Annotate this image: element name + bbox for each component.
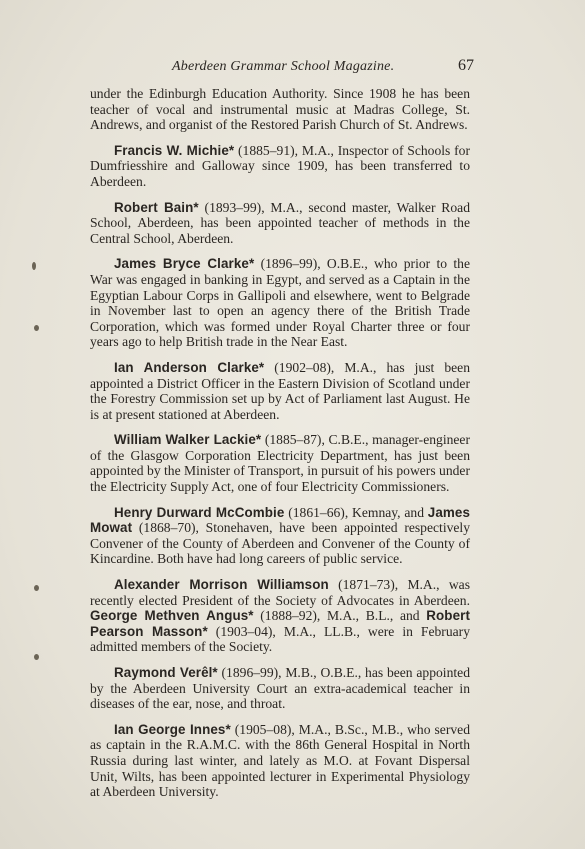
- person-name: William Walker Lackie*: [114, 432, 262, 448]
- paragraph-text: (1885–91), M.A., Inspector of Schools for Dumfriesshire and Galloway since 1909, has been transferred to Aberdeen.: [90, 142, 470, 189]
- paragraph-text: (1896–99), M.B., O.B.E., has been appointed by the Aberdeen University Court an extra-academical teacher in diseases of the ear, nose, and throat.: [90, 665, 470, 712]
- person-name: Robert Bain*: [114, 199, 199, 215]
- paragraph-mccombie-mowat: [90, 505, 470, 567]
- paragraph-text: (1888–92), M.A., B.L., and: [253, 608, 427, 624]
- person-name: George Methven Angus*: [90, 608, 254, 624]
- paragraph-bain: [90, 200, 470, 247]
- person-name: Alexander Morrison Williamson: [114, 577, 329, 593]
- person-name: Raymond Verêl*: [114, 665, 218, 680]
- paragraph-williamson: [90, 577, 470, 655]
- person-name: Ian George Innes*: [114, 721, 231, 737]
- person-name: Henry Durward McCombie: [114, 504, 285, 520]
- person-name: Ian Anderson Clarke*: [114, 359, 265, 375]
- paragraph-innes: [90, 722, 470, 800]
- person-name: James Bryce Clarke*: [114, 256, 255, 272]
- paragraph-text: (1896–99), O.B.E., who prior to the War was engaged in banking in Egypt, and served as a Captain in the Egyptian Labour Corps in Gallipoli and elsewhere, went to Belgrade in November last to open an agency there of the British Trade Corporation, which was formed under Royal Charter three or four years ago to help British trade in the Near East.: [90, 256, 471, 350]
- margin-mark: [34, 325, 39, 331]
- paragraph-text: (1885–87), C.B.E., manager-engineer of the Glasgow Corporation Electricity Department, has just been appointed by the Minister of Transport, in pursuit of his powers under the Electricity Supply Act, one of four Electricity Commissioners.: [90, 432, 470, 495]
- paragraph-continuation: [90, 86, 470, 133]
- paragraph-james-clarke: [90, 256, 470, 350]
- running-head: [90, 57, 474, 79]
- paragraph-verel: [90, 665, 470, 712]
- paragraph-ian-clarke: [90, 360, 470, 422]
- margin-mark: [34, 654, 39, 660]
- person-name: Francis W. Michie*: [114, 142, 235, 158]
- paragraph-lackie: [90, 432, 470, 494]
- article-body: [90, 86, 470, 810]
- person-name: James Mowat: [90, 504, 470, 536]
- paragraph-text: (1871–73), M.A., was recently elected President of the Society of Advocates in Aberdeen.: [90, 577, 471, 608]
- paragraph-text: (1893–99), M.A., second master, Walker Road School, Aberdeen, has been appointed teacher of methods in the Central School, Aberdeen.: [90, 199, 471, 246]
- margin-mark: [32, 262, 36, 270]
- paragraph-text: (1902–08), M.A., has just been appointed a District Officer in the Eastern Division of Scotland under the Forestry Commission set up by Act of Parliament last August. He is at present stationed at Aberdeen.: [90, 359, 470, 422]
- paragraph-text: (1903–04), M.A., LL.B., were in February admitted members of the Society.: [90, 623, 470, 655]
- paragraph-text: (1905–08), M.A., B.Sc., M.B., who served as captain in the R.A.M.C. with the 86th General Hospital in North Russia during last winter, and lately as M.O. at Fovant Dispersal Unit, Wilts, has been appointed lecturer in Experimental Physiology at Aberdeen University.: [90, 721, 470, 800]
- margin-mark: [34, 585, 39, 591]
- page-number: 67: [458, 57, 474, 74]
- person-name: Robert Pearson Masson*: [90, 608, 470, 639]
- paragraph-michie: [90, 143, 470, 190]
- paragraph-text: under the Edinburgh Education Authority. Since 1908 he has been teacher of vocal and instrumental music at Madras College, St. Andrews, and organist of the Restored Parish Church of St. Andrews.: [90, 86, 470, 133]
- paragraph-text: (1861–66), Kemnay, and: [284, 504, 428, 520]
- paragraph-text: (1868–70), Stonehaven, have been appointed respectively Convener of the County of Aberdeen and Convener of the County of Kincardine. Both have had long careers of public service.: [90, 520, 470, 567]
- running-title: Aberdeen Grammar School Magazine.: [172, 59, 395, 74]
